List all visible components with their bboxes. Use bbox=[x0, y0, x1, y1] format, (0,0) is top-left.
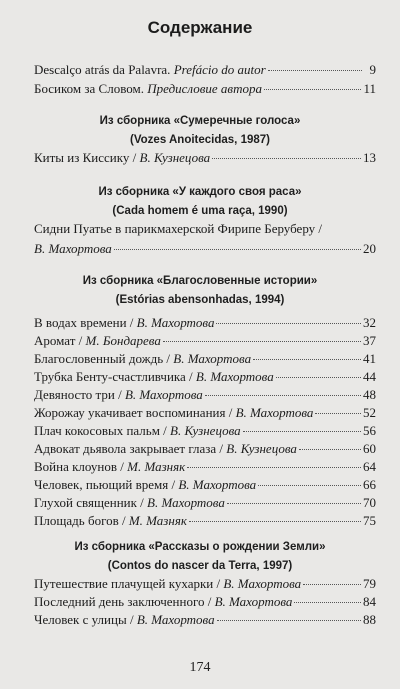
toc-entry-text: Площадь богов / bbox=[34, 513, 129, 528]
toc-entry[interactable] bbox=[34, 403, 376, 422]
toc-entry-title bbox=[34, 457, 185, 476]
toc-entry-title bbox=[34, 60, 266, 79]
dot-leader bbox=[189, 520, 361, 522]
toc-entry-title bbox=[34, 475, 256, 494]
section-heading bbox=[30, 272, 370, 310]
section-heading-original: (Cada homem é uma raça, 1990) bbox=[112, 205, 288, 217]
toc-entry-page: 48 bbox=[363, 387, 376, 402]
toc-entry-title bbox=[34, 511, 187, 530]
toc-entry-page: 41 bbox=[363, 351, 376, 366]
dot-leader bbox=[276, 376, 361, 378]
dot-leader bbox=[294, 601, 361, 603]
dot-leader bbox=[217, 619, 361, 621]
toc-entry-text: Адвокат дьявола закрывает глаза / bbox=[34, 441, 227, 456]
toc-entry-page: 64 bbox=[363, 459, 376, 474]
dot-leader bbox=[299, 448, 361, 450]
toc-entry-page: 20 bbox=[363, 241, 376, 256]
section-heading-title: Из сборника «Благословенные истории» bbox=[82, 275, 318, 287]
toc-entry-page: 79 bbox=[363, 576, 376, 591]
toc-entry[interactable] bbox=[34, 457, 376, 476]
toc-entry-page: 13 bbox=[363, 150, 376, 165]
toc-entry-title bbox=[34, 148, 210, 167]
toc-entry-text: Descalço atrás da Palavra. bbox=[34, 62, 174, 77]
toc-entry-translator: М. Бондарева bbox=[85, 333, 161, 348]
toc-entry-translator: В. Кузнецова bbox=[226, 441, 297, 456]
dot-leader bbox=[227, 502, 361, 504]
toc-entry-text: В водах времени / bbox=[34, 315, 137, 330]
toc-entry-text: Плач кокосовых пальм / bbox=[34, 423, 171, 438]
toc-entry-page: 44 bbox=[363, 369, 376, 384]
dot-leader bbox=[243, 430, 361, 432]
toc-entry-title bbox=[34, 403, 313, 422]
toc-entry-page: 37 bbox=[363, 333, 376, 348]
toc-entry-title bbox=[34, 313, 214, 332]
toc-entry[interactable] bbox=[34, 331, 376, 350]
toc-entry-text: Человек, пьющий время / bbox=[34, 477, 179, 492]
dot-leader bbox=[258, 484, 361, 486]
toc-entry[interactable] bbox=[34, 475, 376, 494]
toc-entry-line: Сидни Пуатье в парикмахерской Фирипе Беруберу / bbox=[34, 221, 323, 236]
toc-entry-translator: В. Махортова bbox=[34, 241, 112, 256]
toc-entry-page: 70 bbox=[363, 495, 376, 510]
toc-entry-text: Благословенный дождь / bbox=[34, 351, 174, 366]
toc-entry-title bbox=[34, 610, 215, 629]
toc-entry-text: Последний день заключенного / bbox=[34, 594, 215, 609]
toc-entry-title bbox=[34, 79, 262, 98]
toc-entry-text: Девяносто три / bbox=[34, 387, 125, 402]
toc-entry-title bbox=[34, 421, 241, 440]
toc-entry-translator: Prefácio do autor bbox=[173, 62, 266, 77]
toc-entry-text: Жорожау укачивает воспоминания / bbox=[34, 405, 236, 420]
toc-entry-translator: В. Махортова bbox=[214, 594, 293, 609]
toc-entry-translator: М. Мазняк bbox=[128, 513, 187, 528]
toc-entry-text: Человек с улицы / bbox=[34, 612, 137, 627]
dot-leader bbox=[163, 340, 361, 342]
toc-entry-translator: В. Махортова bbox=[235, 405, 314, 420]
dot-leader bbox=[212, 157, 361, 159]
toc-entry[interactable] bbox=[34, 148, 376, 167]
toc-entry[interactable] bbox=[34, 349, 376, 368]
dot-leader bbox=[205, 394, 361, 396]
toc-entry-page: 75 bbox=[363, 513, 376, 528]
toc-entry-title bbox=[34, 493, 225, 512]
toc-entry[interactable] bbox=[34, 367, 376, 386]
toc-entry-translator: В. Махортова bbox=[136, 315, 215, 330]
toc-entry[interactable] bbox=[34, 313, 376, 332]
toc-entry-page: 60 bbox=[363, 441, 376, 456]
dot-leader bbox=[303, 583, 361, 585]
toc-entry-title bbox=[34, 331, 161, 350]
toc-entry-text: Аромат / bbox=[34, 333, 86, 348]
toc-entry[interactable] bbox=[34, 421, 376, 440]
toc-entry[interactable] bbox=[34, 79, 376, 98]
section-heading-title: Из сборника «У каждого своя раса» bbox=[98, 186, 302, 198]
toc-entry-translator: Предисловие автора bbox=[147, 81, 262, 96]
toc-entry-page: 66 bbox=[363, 477, 376, 492]
section-heading bbox=[30, 183, 370, 221]
toc-entry-title bbox=[34, 592, 292, 611]
toc-entry-page: 32 bbox=[363, 315, 376, 330]
toc-entry-translator: В. Махортова bbox=[124, 387, 203, 402]
toc-entry[interactable] bbox=[34, 493, 376, 512]
toc-entry-text: Глухой священник / bbox=[34, 495, 148, 510]
toc-entry[interactable] bbox=[34, 592, 376, 611]
page-number: 174 bbox=[189, 660, 211, 675]
toc-entry-translator: В. Кузнецова bbox=[170, 423, 241, 438]
toc-entry[interactable] bbox=[34, 439, 376, 458]
toc-entry-translator: В. Махортова bbox=[147, 495, 225, 510]
dot-leader bbox=[216, 322, 361, 324]
toc-entry[interactable] bbox=[34, 239, 376, 258]
toc-entry-translator: В. Махортова bbox=[136, 612, 215, 627]
toc-entry-text: Киты из Киссику / bbox=[34, 150, 140, 165]
toc-entry-text: Война клоунов / bbox=[34, 459, 128, 474]
toc-entry-translator: В. Махортова bbox=[173, 351, 252, 366]
toc-entry-page: 88 bbox=[363, 612, 376, 627]
dot-leader bbox=[315, 412, 361, 414]
dot-leader bbox=[268, 69, 362, 71]
toc-entry-translator: В. Кузнецова bbox=[139, 150, 211, 165]
section-heading bbox=[30, 538, 370, 576]
toc-entry-title bbox=[34, 367, 274, 386]
toc-entry[interactable] bbox=[34, 511, 376, 530]
toc-entry-page: 52 bbox=[363, 405, 376, 420]
toc-entry-translator: В. Махортова bbox=[178, 477, 257, 492]
dot-leader bbox=[114, 248, 361, 250]
toc-entry[interactable] bbox=[34, 574, 376, 593]
dot-leader bbox=[253, 358, 361, 360]
toc-entry-text: Трубка Бенту-счастливчика / bbox=[34, 369, 196, 384]
toc-entry-title bbox=[34, 574, 301, 593]
toc-entry[interactable] bbox=[34, 385, 376, 404]
section-heading-original: (Contos do nascer da Terra, 1997) bbox=[107, 560, 293, 572]
toc-entry-title bbox=[34, 349, 251, 368]
section-heading-title: Из сборника «Рассказы о рождении Земли» bbox=[74, 541, 326, 553]
section-heading-original: (Estórias abensonhadas, 1994) bbox=[115, 294, 285, 306]
section-heading bbox=[30, 112, 370, 150]
toc-entry-translator: В. Махортова bbox=[195, 369, 274, 384]
toc-entry-translator: В. Махортова bbox=[223, 576, 302, 591]
toc-entry[interactable] bbox=[34, 60, 376, 79]
page-title: Содержание bbox=[147, 18, 253, 37]
toc-entry-title bbox=[34, 239, 112, 258]
section-heading-original: (Vozes Anoitecidas, 1987) bbox=[130, 134, 270, 146]
toc-entry-page: 11 bbox=[363, 81, 376, 96]
toc-entry-page: 56 bbox=[363, 423, 376, 438]
toc-entry-text: Путешествие плачущей кухарки / bbox=[34, 576, 224, 591]
toc-entry-title bbox=[34, 385, 203, 404]
toc-entry-page: 9 bbox=[369, 62, 376, 77]
toc-entry-page: 84 bbox=[363, 594, 376, 609]
toc-entry[interactable] bbox=[34, 610, 376, 629]
dot-leader bbox=[187, 466, 361, 468]
section-heading-title: Из сборника «Сумеречные голоса» bbox=[99, 115, 301, 127]
toc-entry-title bbox=[34, 439, 297, 458]
toc-entry-translator: М. Мазняк bbox=[127, 459, 186, 474]
toc-entry-text: Босиком за Словом. bbox=[34, 81, 148, 96]
dot-leader bbox=[264, 88, 362, 90]
